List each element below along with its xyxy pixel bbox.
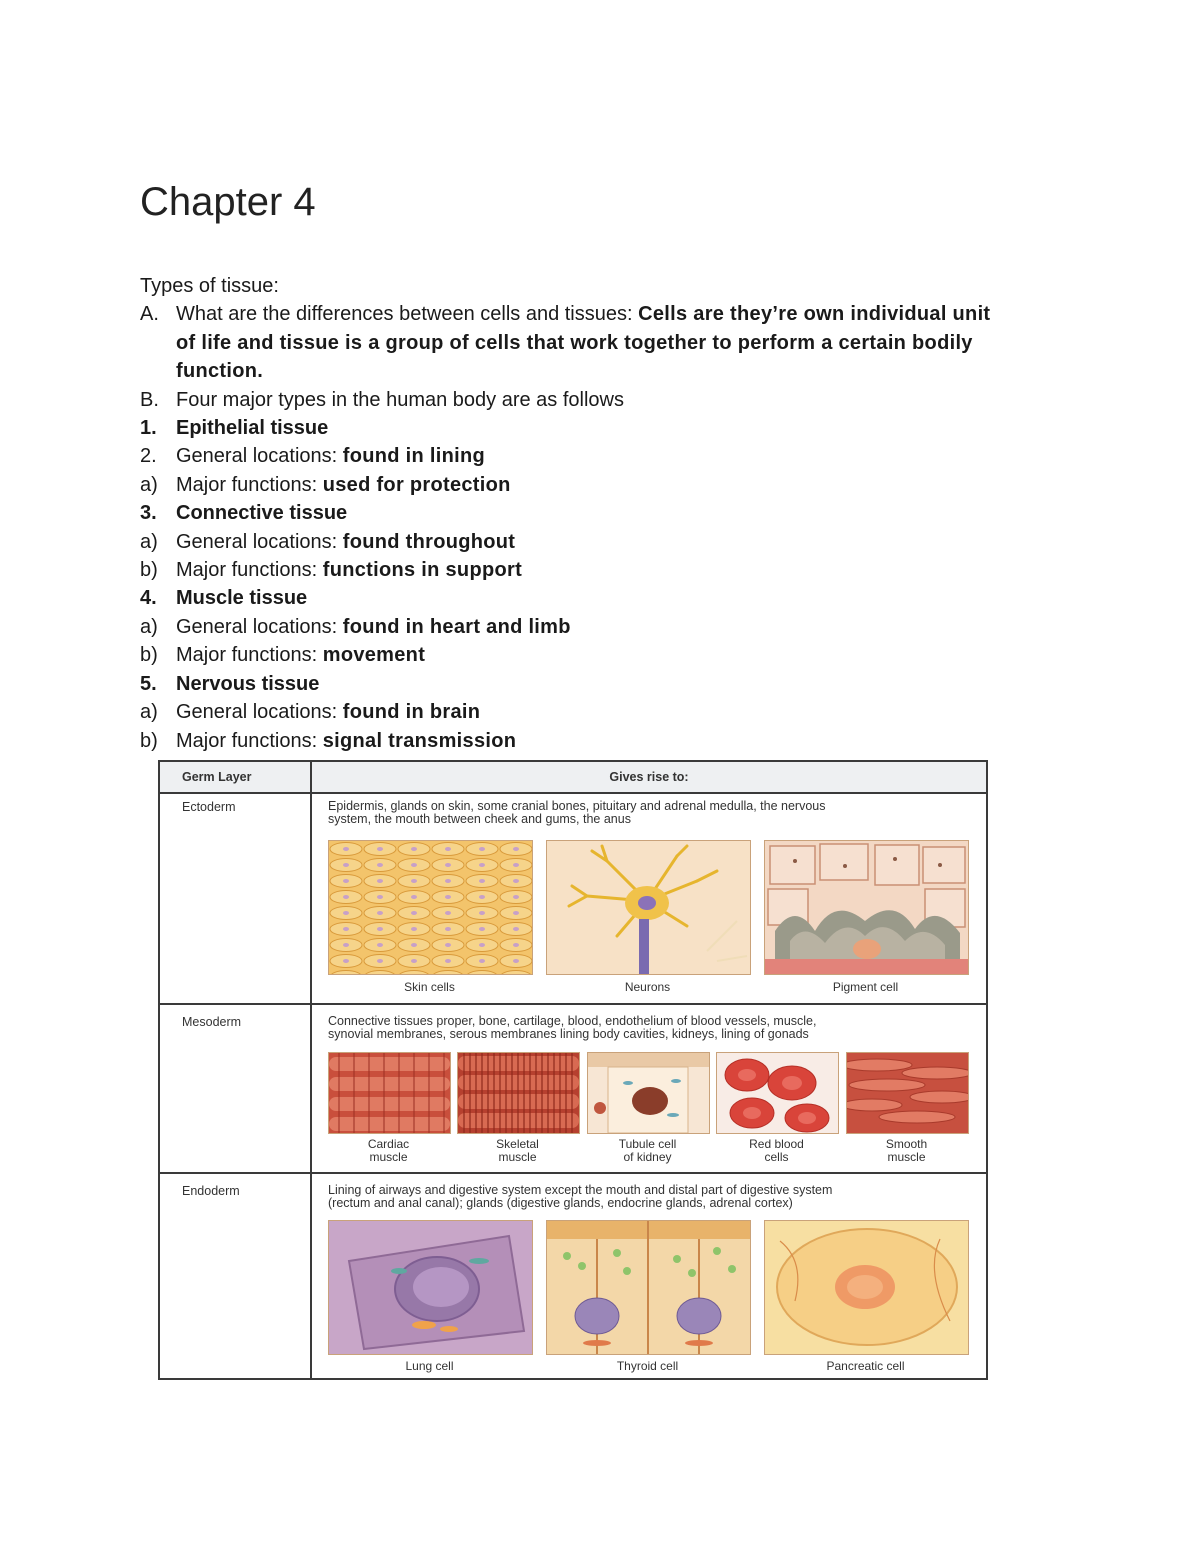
pigment-cell-image [764, 840, 969, 975]
list-marker: a) [140, 473, 158, 496]
tissue-heading: Nervous tissue [176, 672, 320, 695]
item-label: General locations: [176, 530, 343, 553]
item-label: Major functions: [176, 644, 323, 667]
red-blood-cells-caption: Red blood cells [749, 1137, 804, 1164]
mesoderm-description: Connective tissues proper, bone, cartilage, blood, endothelium of blood vessels, muscle, synovial membranes, serous membranes lining body cavities, kidneys, lining of gonads [328, 1014, 817, 1041]
list-item [140, 442, 1060, 470]
cardiac-muscle-caption: Cardiac muscle [367, 1137, 410, 1164]
page-title: Chapter 4 [140, 180, 316, 224]
list-item [140, 698, 1060, 726]
endoderm-label: Endoderm [182, 1184, 240, 1198]
list-marker: a) [140, 530, 158, 553]
list-marker: A. [140, 303, 159, 326]
list-item [140, 670, 1060, 698]
item-answer: signal transmission [322, 729, 517, 752]
question-a-answer-3: function. [176, 360, 264, 383]
pancreatic-cell-caption: Pancreatic cell [826, 1359, 905, 1373]
endoderm-description: Lining of airways and digestive system except the mouth and distal part of digestive system (rectum and anal canal); glands (digestive glands, endocrine glands, adrenal cortex) [328, 1183, 833, 1210]
item-answer: found in heart and limb [342, 615, 571, 638]
tubule-cell-caption: Tubule cell of kidney [618, 1137, 677, 1164]
ectoderm-label: Ectoderm [182, 800, 236, 814]
cardiac-muscle-image [328, 1052, 451, 1134]
tissue-heading: Connective tissue [176, 502, 348, 525]
list-marker: a) [140, 701, 158, 724]
intro-line [140, 272, 1060, 300]
question-a-answer-2: of life and tissue is a group of cells that work together to perform a certain bodily [176, 331, 973, 354]
list-item [140, 613, 1060, 641]
header-germ-layer: Germ Layer [182, 770, 252, 784]
tubule-cell-image [587, 1052, 710, 1134]
question-b [140, 386, 1060, 414]
list-item [140, 471, 1060, 499]
list-item [140, 414, 1060, 442]
list-marker: a) [140, 615, 158, 638]
item-label: Major functions: [176, 729, 323, 752]
lung-cell-image [328, 1220, 533, 1355]
list-marker: b) [140, 644, 158, 667]
list-marker: 5. [140, 672, 157, 695]
item-label: General locations: [176, 701, 343, 724]
lung-cell-caption: Lung cell [405, 1359, 454, 1373]
list-marker: b) [140, 729, 158, 752]
list-marker: B. [140, 388, 159, 411]
list-item [140, 727, 1060, 755]
skin-cells-caption: Skin cells [404, 980, 455, 994]
list-marker: 4. [140, 587, 157, 610]
mesoderm-label: Mesoderm [182, 1015, 242, 1029]
thyroid-cell-image [546, 1220, 751, 1355]
ectoderm-description: Epidermis, glands on skin, some cranial bones, pituitary and adrenal medulla, the nervous system, the mouth between cheek and gums, the anus [328, 799, 826, 826]
list-marker: 1. [140, 417, 157, 440]
neurons-caption: Neurons [624, 980, 671, 994]
item-answer: used for protection [322, 473, 511, 496]
item-answer: found in brain [342, 701, 481, 724]
tissue-heading: Epithelial tissue [176, 417, 329, 440]
red-blood-cells-image [716, 1052, 839, 1134]
neurons-image [546, 840, 751, 975]
question-a [140, 300, 1060, 328]
list-item [140, 499, 1060, 527]
list-marker: 2. [140, 445, 157, 468]
item-answer: found throughout [342, 530, 516, 553]
intro-text: Types of tissue: [140, 275, 279, 297]
notes-list [140, 272, 1060, 755]
item-label: Major functions: [176, 473, 323, 496]
row-divider [160, 1003, 986, 1005]
item-answer: functions in support [322, 559, 523, 582]
question-a-prompt: What are the differences between cells and tissues: [176, 303, 639, 326]
smooth-muscle-caption: Smooth muscle [885, 1137, 928, 1164]
item-label: General locations: [176, 445, 343, 468]
list-item [140, 556, 1060, 584]
question-b-text: Four major types in the human body are as follows [176, 388, 624, 411]
question-a-answer-1: Cells are they’re own individual unit [638, 303, 991, 326]
thyroid-cell-caption: Thyroid cell [616, 1359, 679, 1373]
germ-layer-table [158, 760, 988, 1380]
header-gives-rise: Gives rise to: [609, 770, 689, 784]
item-answer: found in lining [342, 445, 485, 468]
skin-cells-image [328, 840, 533, 975]
list-item [140, 528, 1060, 556]
row-divider [160, 1172, 986, 1174]
skeletal-muscle-caption: Skeletal muscle [496, 1137, 539, 1164]
item-answer: movement [322, 644, 426, 667]
smooth-muscle-image [846, 1052, 969, 1134]
pigment-cell-caption: Pigment cell [832, 980, 899, 994]
list-marker: 3. [140, 502, 157, 525]
column-divider [310, 762, 312, 1378]
tissue-heading: Muscle tissue [176, 587, 308, 610]
item-label: Major functions: [176, 559, 323, 582]
list-item [140, 584, 1060, 612]
item-label: General locations: [176, 615, 343, 638]
pancreatic-cell-image [764, 1220, 969, 1355]
table-header [160, 762, 986, 794]
list-marker: b) [140, 559, 158, 582]
list-item [140, 641, 1060, 669]
skeletal-muscle-image [457, 1052, 580, 1134]
